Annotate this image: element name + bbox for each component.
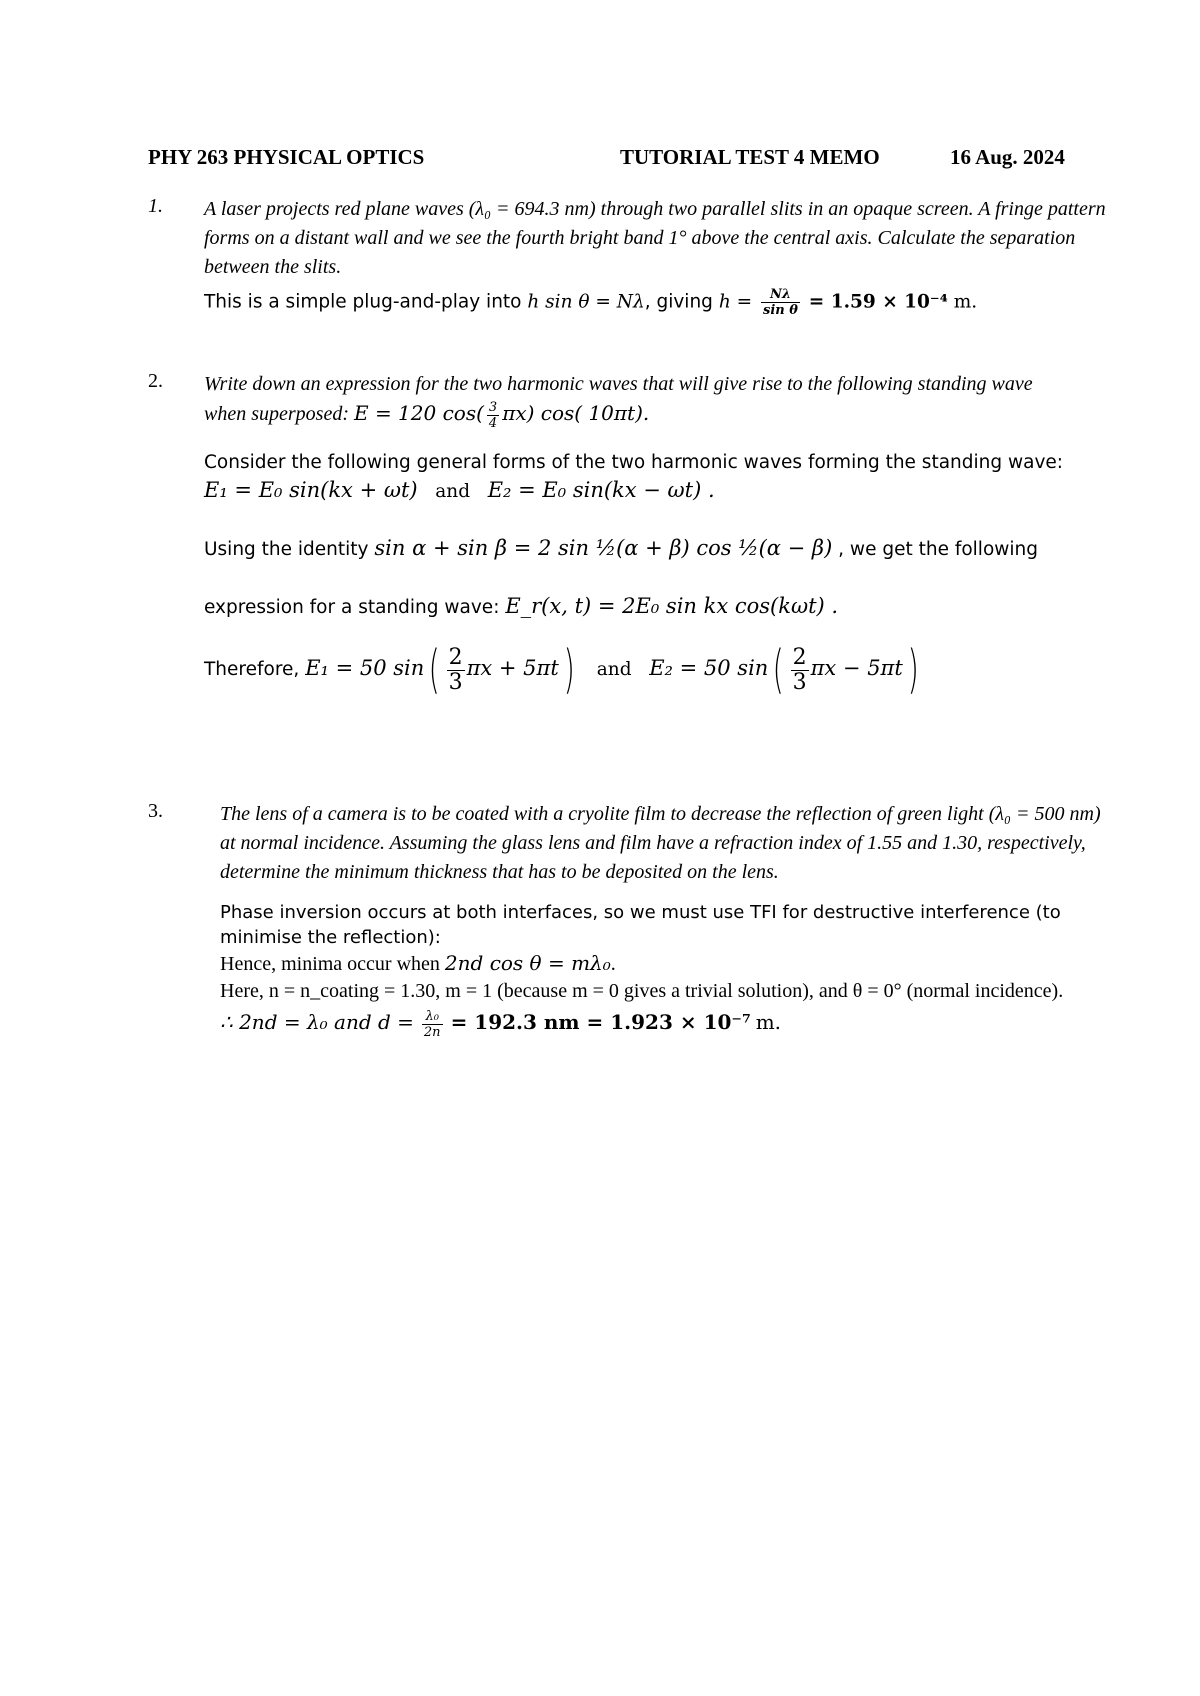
question-eq-pre: E = 120 cos(	[353, 401, 484, 425]
answer-line-1: Phase inversion occurs at both interfaces, so we must use TFI for destructive interference (to minimise the reflection):	[220, 902, 1061, 948]
therefore-text: Therefore,	[204, 659, 300, 680]
question-superposed: when superposed:	[204, 403, 349, 425]
answer-line-2: Hence, minima occur when 2nd cos θ = mλ₀.	[220, 951, 616, 975]
question-3	[148, 800, 1118, 1050]
question-2	[148, 370, 1118, 770]
line4-result: = 192.3 nm = 1.923 × 10⁻⁷	[450, 1010, 751, 1034]
and-text: and	[596, 659, 632, 680]
line4-unit: m.	[755, 1010, 782, 1034]
answer	[220, 900, 1118, 1040]
and-text: and	[435, 481, 471, 502]
e2-suffix: πx − 5πt	[810, 656, 903, 680]
standing-intro: expression for a standing wave:	[204, 597, 500, 618]
fraction-denominator: sin θ	[763, 303, 798, 318]
question-eq-post: πx) cos( 10πt).	[502, 401, 650, 425]
e1-suffix: πx + 5πt	[466, 656, 559, 680]
wave-e1-form: E₁ = E₀ sin(kx + ωt)	[204, 478, 418, 502]
question-text: The lens of a camera is to be coated with a cryolite film to decrease the reflection of green light (λ₀ = 500 nm) at normal incidence. Assuming the glass lens and film have a refraction index of 1.55 and 1.30, respectively, determine the minimum thickness that has to be deposited on the lens.	[220, 803, 1101, 883]
question-text: A laser projects red plane waves (λ₀ = 694.3 nm) through two parallel slits in an opaque screen. A fringe pattern forms on a distant wall and we see the fourth bright band 1° above the central axis. Calculate the separation between the slits.	[204, 198, 1106, 278]
e2-fraction: $\frac{2}{3}$	[792, 644, 807, 695]
fraction-numerator: Nλ	[761, 287, 800, 303]
line4-fraction: $\frac{\text{λ₀}}{2n}$	[423, 1008, 441, 1040]
question-number: 2.	[148, 370, 163, 392]
line2-equation: 2nd cos θ = mλ₀	[444, 951, 611, 975]
therefore-line: Therefore, E₁ = 50 sin( $\frac{2}{3}$ πx + 5πt) and E₂ = 50 sin( $\frac{2}{3}$ πx − 5πt)	[204, 640, 919, 700]
answer-h: h =	[718, 291, 753, 313]
answer-line-4	[220, 1005, 1118, 1040]
e1-fraction: $\frac{2}{3}$	[448, 644, 463, 695]
identity-line	[204, 534, 1118, 564]
standing-equation: E_r(x, t) = 2E₀ sin kx cos(kωt) .	[505, 594, 839, 618]
question-line-1: Write down an expression for the two harmonic waves that will give rise to the following standing wave	[204, 373, 1033, 395]
identity-intro: Using the identity	[204, 539, 369, 560]
question-number: 3.	[148, 800, 163, 822]
answer-fraction	[761, 287, 800, 318]
test-title: TUTORIAL TEST 4 MEMO	[620, 145, 880, 169]
e2-prefix: E₂ = 50 sin	[649, 656, 769, 680]
answer-equation: h sin θ = Nλ	[527, 291, 645, 313]
fraction-numerator: 3	[488, 399, 498, 415]
identity-equation: sin α + sin β = 2 sin ½(α + β) cos ½(α − β)	[374, 536, 833, 560]
general-forms	[204, 476, 1118, 506]
question-1	[148, 195, 1118, 335]
consider-text: Consider the following general forms of the two harmonic waves forming the standing wave:	[204, 452, 1064, 473]
answer-unit: m.	[953, 291, 978, 313]
answer-intro: This is a simple plug-and-play into	[204, 291, 522, 313]
identity-tail: , we get the following	[838, 539, 1038, 560]
line4-pre: ∴ 2nd = λ₀ and d =	[220, 1010, 414, 1034]
question-line-2	[204, 399, 1118, 431]
question-number: 1.	[148, 195, 163, 217]
course-title: PHY 263 PHYSICAL OPTICS	[148, 145, 425, 169]
fraction-denominator: 4	[488, 415, 498, 431]
standing-wave-line	[204, 592, 1118, 622]
answer-line-3: Here, n = n_coating = 1.30, m = 1 (because m = 0 gives a trivial solution), and θ = 0° (normal incidence).	[220, 980, 1064, 1002]
line2-pre: Hence, minima occur when	[220, 953, 440, 975]
answer-result: = 1.59 × 10⁻⁴	[808, 291, 948, 313]
e1-prefix: E₁ = 50 sin	[305, 656, 425, 680]
question-text	[204, 370, 1118, 431]
question-fraction	[487, 400, 499, 431]
page-header	[148, 145, 1078, 175]
answer-giving: , giving	[644, 291, 713, 313]
test-date: 16 Aug. 2024	[950, 145, 1065, 169]
answer	[204, 287, 1118, 318]
wave-e2-form: E₂ = E₀ sin(kx − ωt) .	[487, 478, 715, 502]
